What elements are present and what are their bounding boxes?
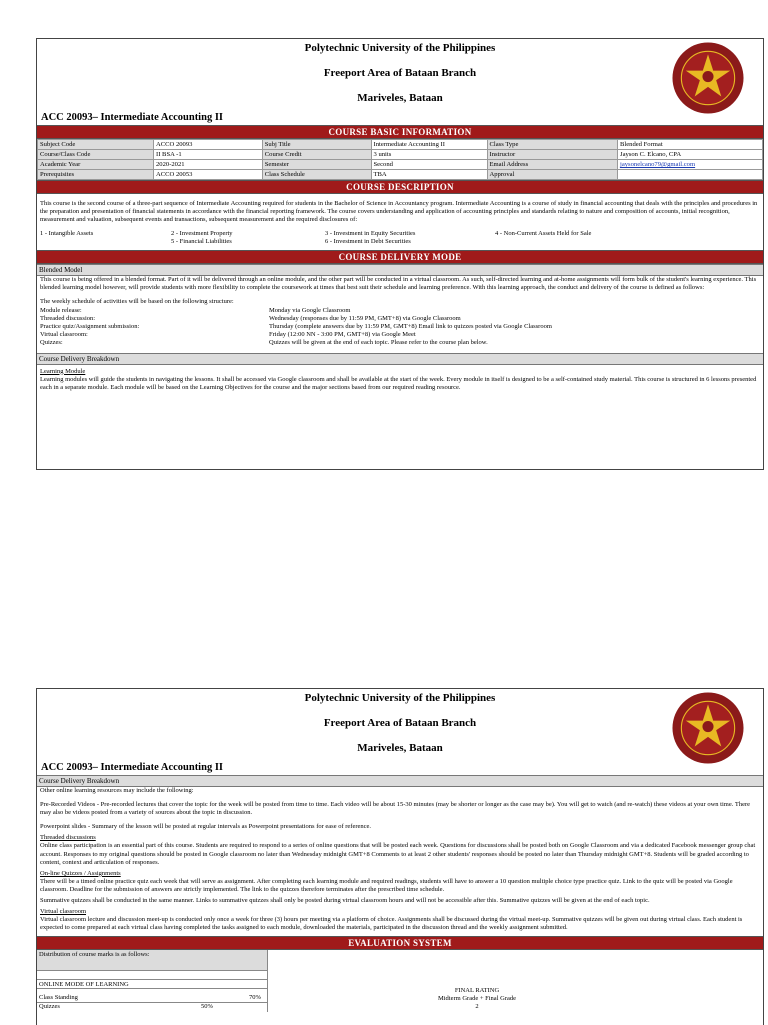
schedule-activity: Module release: — [40, 306, 82, 314]
schedule-row — [37, 315, 763, 323]
info-row — [38, 160, 763, 170]
schedule-detail: Quizzes will be given at the end of each topic. Please refer to the course plan below. — [269, 338, 488, 346]
class-standing-label: Class Standing — [39, 994, 78, 1002]
schedule-detail: Monday via Google Classroom — [269, 306, 351, 314]
info-value: Blended Format — [618, 140, 763, 150]
weekly-intro: The weekly schedule of activities will be based on the following structure: — [40, 298, 234, 306]
info-label: Class Type — [487, 140, 618, 150]
final-rating-title: FINAL RATING — [454, 987, 500, 995]
document-page-2 — [36, 688, 764, 1025]
class-standing-pct: 70% — [249, 994, 261, 1002]
branch-name: Freeport Area of Bataan Branch — [323, 717, 477, 729]
weekly-schedule — [37, 307, 763, 347]
info-label: Subject Code — [38, 140, 154, 150]
topic-item: 3 - Investment in Equity Securities — [325, 230, 416, 238]
info-label: Academic Year — [38, 160, 154, 170]
threaded-title: Threaded discussions — [40, 834, 96, 842]
learning-module-text: Learning modules will guide the students in navigating the lessons. It shall be accessed via Google classroom and shall be available at the start of the week. Every module in itself is designed to be a self-contained study material. This course is structured in 6 lessons presented each in a separate module. Each module will be based on the Learning Objectives for the course and the major sections based from our required reading resource. — [40, 375, 757, 391]
info-label: Semester — [262, 160, 371, 170]
final-rating-divisor: 2 — [475, 1003, 479, 1011]
topic-item: 1 - Intangible Assets — [40, 230, 94, 238]
eval-distribution: Distribution of course marks is as follows: — [37, 950, 267, 971]
final-rating-formula: Midterm Grade + Final Grade — [437, 995, 517, 1003]
info-value: Jayson C. Elcano, CPA — [618, 150, 763, 160]
other-resources: Other online learning resources may include the following: — [40, 787, 194, 794]
info-label: Approval — [487, 170, 618, 180]
virtual-title: Virtual classroom — [40, 908, 87, 916]
info-label: Course Credit — [262, 150, 371, 160]
info-value: Second — [371, 160, 487, 170]
schedule-detail: Friday (12:00 NN - 3:00 PM, GMT+8) via Google Meet — [269, 330, 416, 338]
course-title: ACC 20093– Intermediate Accounting II — [41, 112, 223, 123]
blended-text: This course is being offered in a blended format. Part of it will be delivered through an online module, and the other part will be conducted in a virtual classroom. As such, self-directed learning and at-home assignments will form bulk of the student's learning experience. This blended learning model however, will provide students with more flexibility to complete the coursework at times that best suit their schedule and learning preference. With this learning approach, the conduct and delivery of the course is defined as follows: — [40, 276, 757, 292]
location: Mariveles, Bataan — [357, 742, 443, 754]
info-row — [38, 150, 763, 160]
university-seal-icon — [671, 41, 745, 115]
page-header — [37, 689, 763, 775]
eval-mode: ONLINE MODE OF LEARNING — [37, 979, 267, 989]
basic-info-bar: COURSE BASIC INFORMATION — [37, 125, 763, 139]
topics-row-2 — [37, 238, 763, 246]
university-name: Polytechnic University of the Philippines — [304, 692, 496, 704]
videos-text: Pre-Recorded Videos - Pre-recorded lectures that cover the topic for the week will be posted from time to time. Each video will be about 15-30 minutes (may be shorter or longer as the case may be). You will get to watch (and re-watch) these videos at your own time. There may also be videos posted from a variety of sources about the topic in discussion. — [40, 801, 750, 817]
instructor-email-link[interactable]: jaysonelcano79@gmail.com — [618, 160, 763, 170]
topic-item: 6 - Investment in Debt Securities — [325, 238, 411, 246]
location: Mariveles, Bataan — [357, 92, 443, 104]
info-label: Class Schedule — [262, 170, 371, 180]
schedule-row — [37, 307, 763, 315]
summative-text: Summative quizzes shall be conducted in the same manner. Links to summative quizzes shall only be posted during virtual classroom hours and will not be accessible after this. Summative quizzes will be given at the end of each topic. — [40, 897, 650, 905]
topic-item: 5 - Financial Liabilities — [171, 238, 232, 246]
info-label: Subj Title — [262, 140, 371, 150]
schedule-activity: Practice quiz/Assignment submission: — [40, 322, 140, 330]
branch-name: Freeport Area of Bataan Branch — [323, 67, 477, 79]
info-value: ACCO 20093 — [154, 140, 263, 150]
university-name: Polytechnic University of the Philippines — [304, 42, 496, 54]
schedule-detail: Wednesday (responses due by 11:59 PM, GMT+8) via Google Classroom — [269, 314, 461, 322]
info-label: Instructor — [487, 150, 618, 160]
schedule-row — [37, 323, 763, 331]
description-bar: COURSE DESCRIPTION — [37, 180, 763, 194]
schedule-activity: Quizzes: — [40, 338, 63, 346]
info-value: 3 units — [371, 150, 487, 160]
course-info-table — [37, 139, 763, 180]
quizzes-label: Quizzes — [39, 1003, 60, 1011]
topics-row-1 — [37, 230, 763, 238]
schedule-activity: Threaded discussion: — [40, 314, 96, 322]
quizzes-pct: 50% — [201, 1003, 213, 1011]
page-header — [37, 39, 763, 125]
course-description: This course is the second course of a three-part sequence of Intermediate Accounting required for students in the Bachelor of Science in Accountancy program. Intermediate Accounting is a course of study in financial accounting that deals with the principles and procedures in the preparation and presentation of financial statements in accordance with the financial reporting framework. The course covers understanding and application of accounting principles and standards relating to nature and composition of accounts, initial recognition, measurement and valuation, subsequent events and transactions, subsequent measurement and the required disclosures of: — [40, 200, 758, 224]
quizzes-text: There will be a timed online practice quiz each week that will serve as assignment. After completing each learning module and required readings, students will have to answer a 10 question multiple choice type practice quiz. Link to the quiz will be posted via Google classroom. Deadline for the submission of answers are strictly implemented. The link to the quizzes therefore terminates after the prescribed time schedule. — [40, 877, 733, 893]
info-value: TBA — [371, 170, 487, 180]
topic-item: 4 - Non-Current Assets Held for Sale — [495, 230, 592, 238]
university-seal-icon — [671, 691, 745, 765]
info-value: ACCO 20053 — [154, 170, 263, 180]
schedule-row — [37, 339, 763, 347]
info-value: II BSA -1 — [154, 150, 263, 160]
evaluation-bar: EVALUATION SYSTEM — [37, 936, 763, 950]
delivery-breakdown-label: Course Delivery Breakdown — [37, 775, 763, 787]
learning-module-title: Learning Module — [40, 367, 86, 375]
blended-model-label: Blended Model — [37, 264, 763, 276]
powerpoint-text: Powerpoint slides - Summary of the lesson will be posted at regular intervals as Powerpoint presentations for ease of reference. — [40, 823, 372, 831]
course-title: ACC 20093– Intermediate Accounting II — [41, 762, 223, 773]
threaded-text: Online class participation is an essential part of this course. Students are required to respond to a series of online questions that will be posted each week. Questions for discussions shall be posted both on Google Classroom and via a dedicated Facebook messenger group chat account. Responses to my original questions should be posted in Google classroom no later than Wednesday midnight GMT+8 Comments to at least 2 other students' responses should be posted no later than Thursday midnight GMT+8. Students will be graded according to content, context and articulation of responses. — [40, 842, 756, 866]
topic-item: 2 - Investment Property — [171, 230, 233, 238]
schedule-activity: Virtual classroom: — [40, 330, 88, 338]
delivery-breakdown-label: Course Delivery Breakdown — [37, 353, 763, 365]
info-label: Course/Class Code — [38, 150, 154, 160]
quizzes-title: On-line Quizzes / Assignments — [40, 869, 121, 877]
document-page-1 — [36, 38, 764, 470]
evaluation-section — [37, 950, 763, 1012]
info-value: 2020-2021 — [154, 160, 263, 170]
info-row — [38, 140, 763, 150]
info-label: Email Address — [487, 160, 618, 170]
info-value: Intermediate Accounting II — [371, 140, 487, 150]
info-row — [38, 170, 763, 180]
virtual-text: Virtual classroom lecture and discussion meet-up is conducted only once a week for three (3) hours per meeting via a platform of choice. Assignments shall be discussed during the virtual meet-up. Summative quizzes will be given out during virtual class. Each student is expected to come prepared at each virtual class having completed the tasks assigned to each module, downloaded the materials, participated in the discussion thread and the weekly assignment submitted. — [40, 916, 743, 932]
schedule-row — [37, 331, 763, 339]
delivery-mode-bar: COURSE DELIVERY MODE — [37, 250, 763, 264]
info-value — [618, 170, 763, 180]
info-label: Prerequisites — [38, 170, 154, 180]
schedule-detail: Thursday (complete answers due by 11:59 PM, GMT+8) Email link to quizzes posted via Google Classroom — [269, 322, 552, 330]
